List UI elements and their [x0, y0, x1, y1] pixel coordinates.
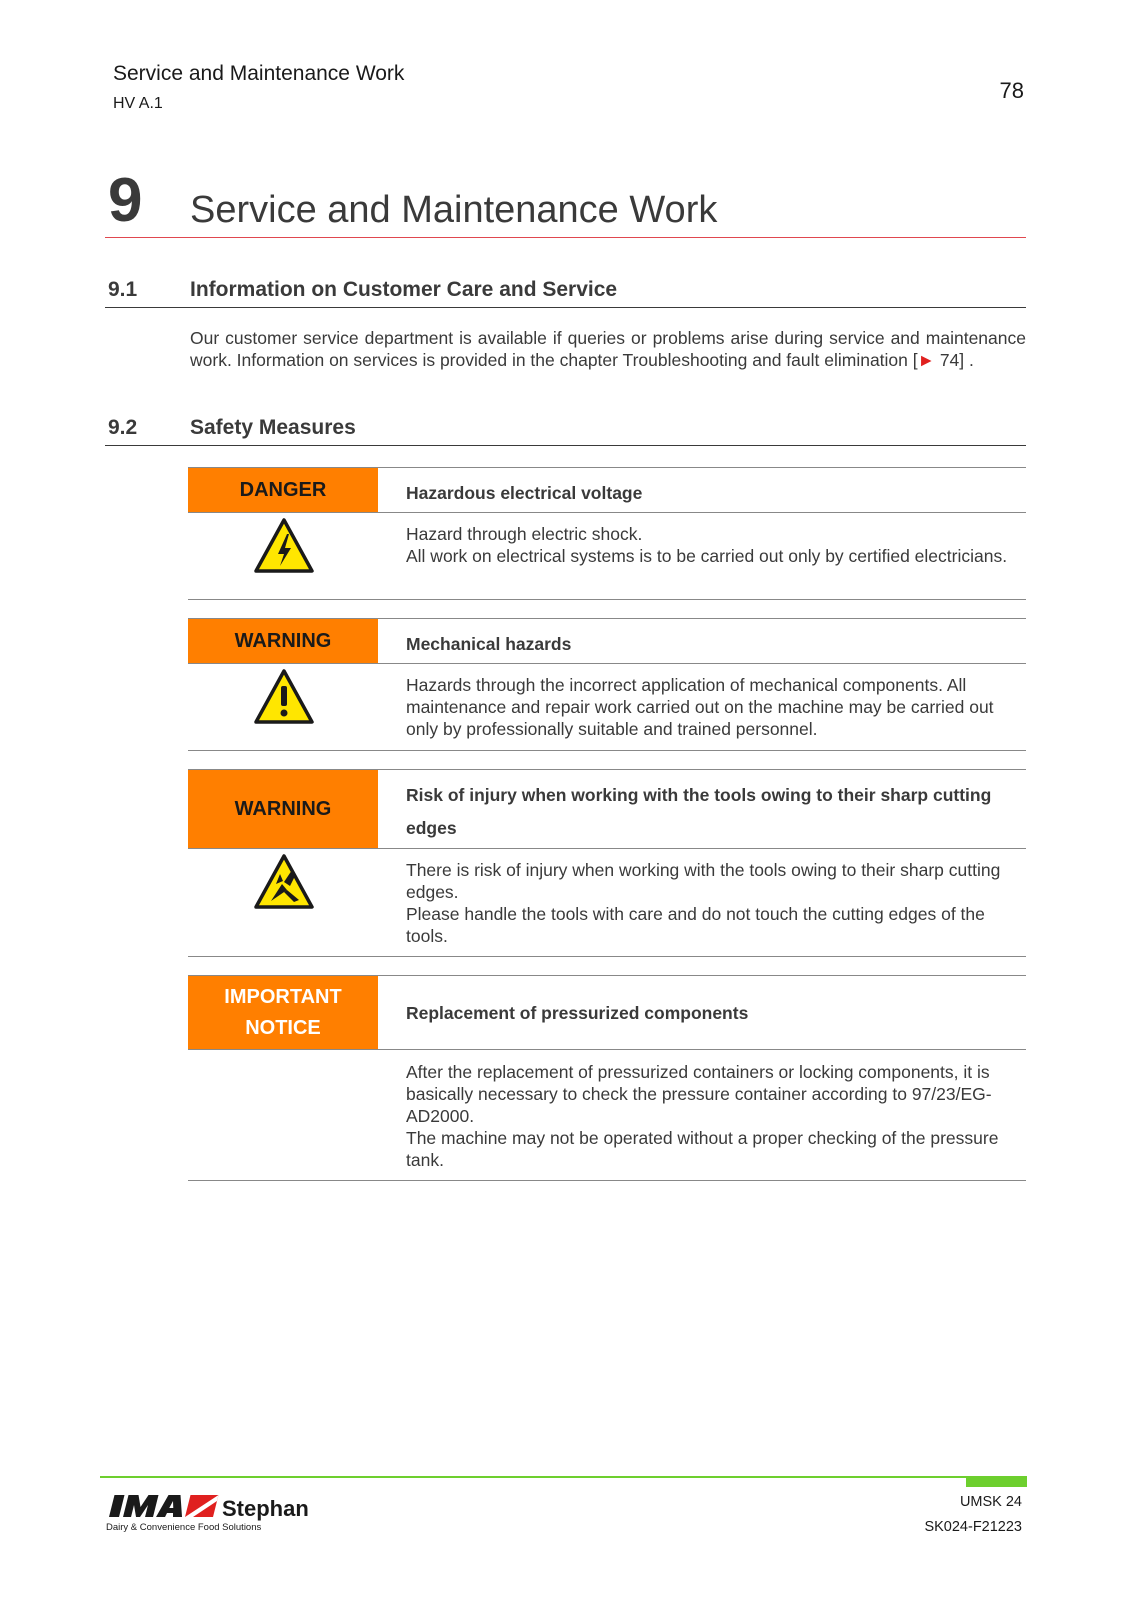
notice-line: Please handle the tools with care and do not touch the cutting edges of the tools.: [406, 904, 985, 946]
notice-header: [188, 619, 1026, 664]
notice-line: All work on electrical systems is to be carried out only by certified electricians.: [406, 546, 1008, 566]
notice-header: [188, 976, 1026, 1050]
section-number: 9.1: [108, 278, 138, 301]
danger-notice: [188, 467, 1026, 600]
running-header-title: Service and Maintenance Work: [113, 62, 405, 85]
notice-title: Hazardous electrical voltage: [406, 483, 643, 503]
section-number: 9.2: [108, 416, 138, 439]
signal-word-badge: WARNING: [188, 770, 378, 848]
chapter-heading: [105, 168, 1026, 238]
notice-line: Hazards through the incorrect application of mechanical components. All maintenance and repair work carried out on the machine may be carried out only by professionally suitable and trained personnel.: [406, 675, 994, 739]
notice-body: [406, 859, 1016, 947]
mechanical-warning-notice: [188, 618, 1026, 751]
electric-hazard-icon: [254, 518, 314, 574]
notice-line: The machine may not be operated without a proper checking of the pressure tank.: [406, 1128, 999, 1170]
page-number: 78: [999, 78, 1024, 103]
document-code: SK024-F21223: [924, 1519, 1022, 1535]
section-title: Safety Measures: [190, 416, 356, 439]
paragraph-end: .: [964, 350, 974, 370]
notice-line: There is risk of injury when working with the tools owing to their sharp cutting edges.: [406, 860, 1001, 902]
cutting-edges-warning-notice: [188, 769, 1026, 957]
section-heading-9-2: [105, 416, 1026, 446]
notice-line: Hazard through electric shock.: [406, 524, 643, 544]
notice-body: [406, 674, 1016, 740]
notice-title: Mechanical hazards: [406, 634, 572, 654]
section-title: Information on Customer Care and Service: [190, 278, 618, 301]
notice-body: [406, 523, 1016, 567]
chapter-title: Service and Maintenance Work: [190, 189, 718, 231]
running-header-subtitle: HV A.1: [113, 95, 163, 112]
cross-reference-link[interactable]: 74]: [934, 350, 965, 370]
general-warning-icon: [254, 669, 314, 725]
notice-title: Replacement of pressurized components: [406, 1003, 749, 1023]
chapter-number: 9: [108, 166, 143, 235]
logo-tagline: Dairy & Convenience Food Solutions: [106, 1522, 262, 1533]
footer-rule: [100, 1476, 1027, 1478]
customer-care-paragraph: [190, 327, 1026, 371]
notice-header: [188, 770, 1026, 849]
notice-line: After the replacement of pressurized containers or locking components, it is basically necessary to check the pressure container according to 97/23/EG-AD2000.: [406, 1062, 992, 1126]
important-notice: [188, 975, 1026, 1181]
logo-wordmark: Stephan: [222, 1496, 309, 1521]
document-id: UMSK 24: [959, 1494, 1022, 1510]
notice-title: Risk of injury when working with the tools owing to their sharp cutting edges: [406, 785, 992, 838]
footer-accent-tab: [966, 1476, 1027, 1487]
notice-body: [406, 1061, 1016, 1171]
sharp-blade-hazard-icon: [254, 854, 314, 910]
signal-word-badge: WARNING: [188, 619, 378, 663]
paragraph-text: Our customer service department is available if queries or problems arise during service and maintenance work. Information on services is provided in the chapter Troubleshooting and fault elimination [: [190, 328, 1026, 370]
cross-reference-arrow-icon[interactable]: ►: [917, 350, 935, 370]
notice-header: [188, 468, 1026, 513]
signal-word-badge: IMPORTANT NOTICE: [188, 976, 378, 1049]
section-heading-9-1: [105, 278, 1026, 308]
signal-word-badge: DANGER: [188, 468, 378, 512]
